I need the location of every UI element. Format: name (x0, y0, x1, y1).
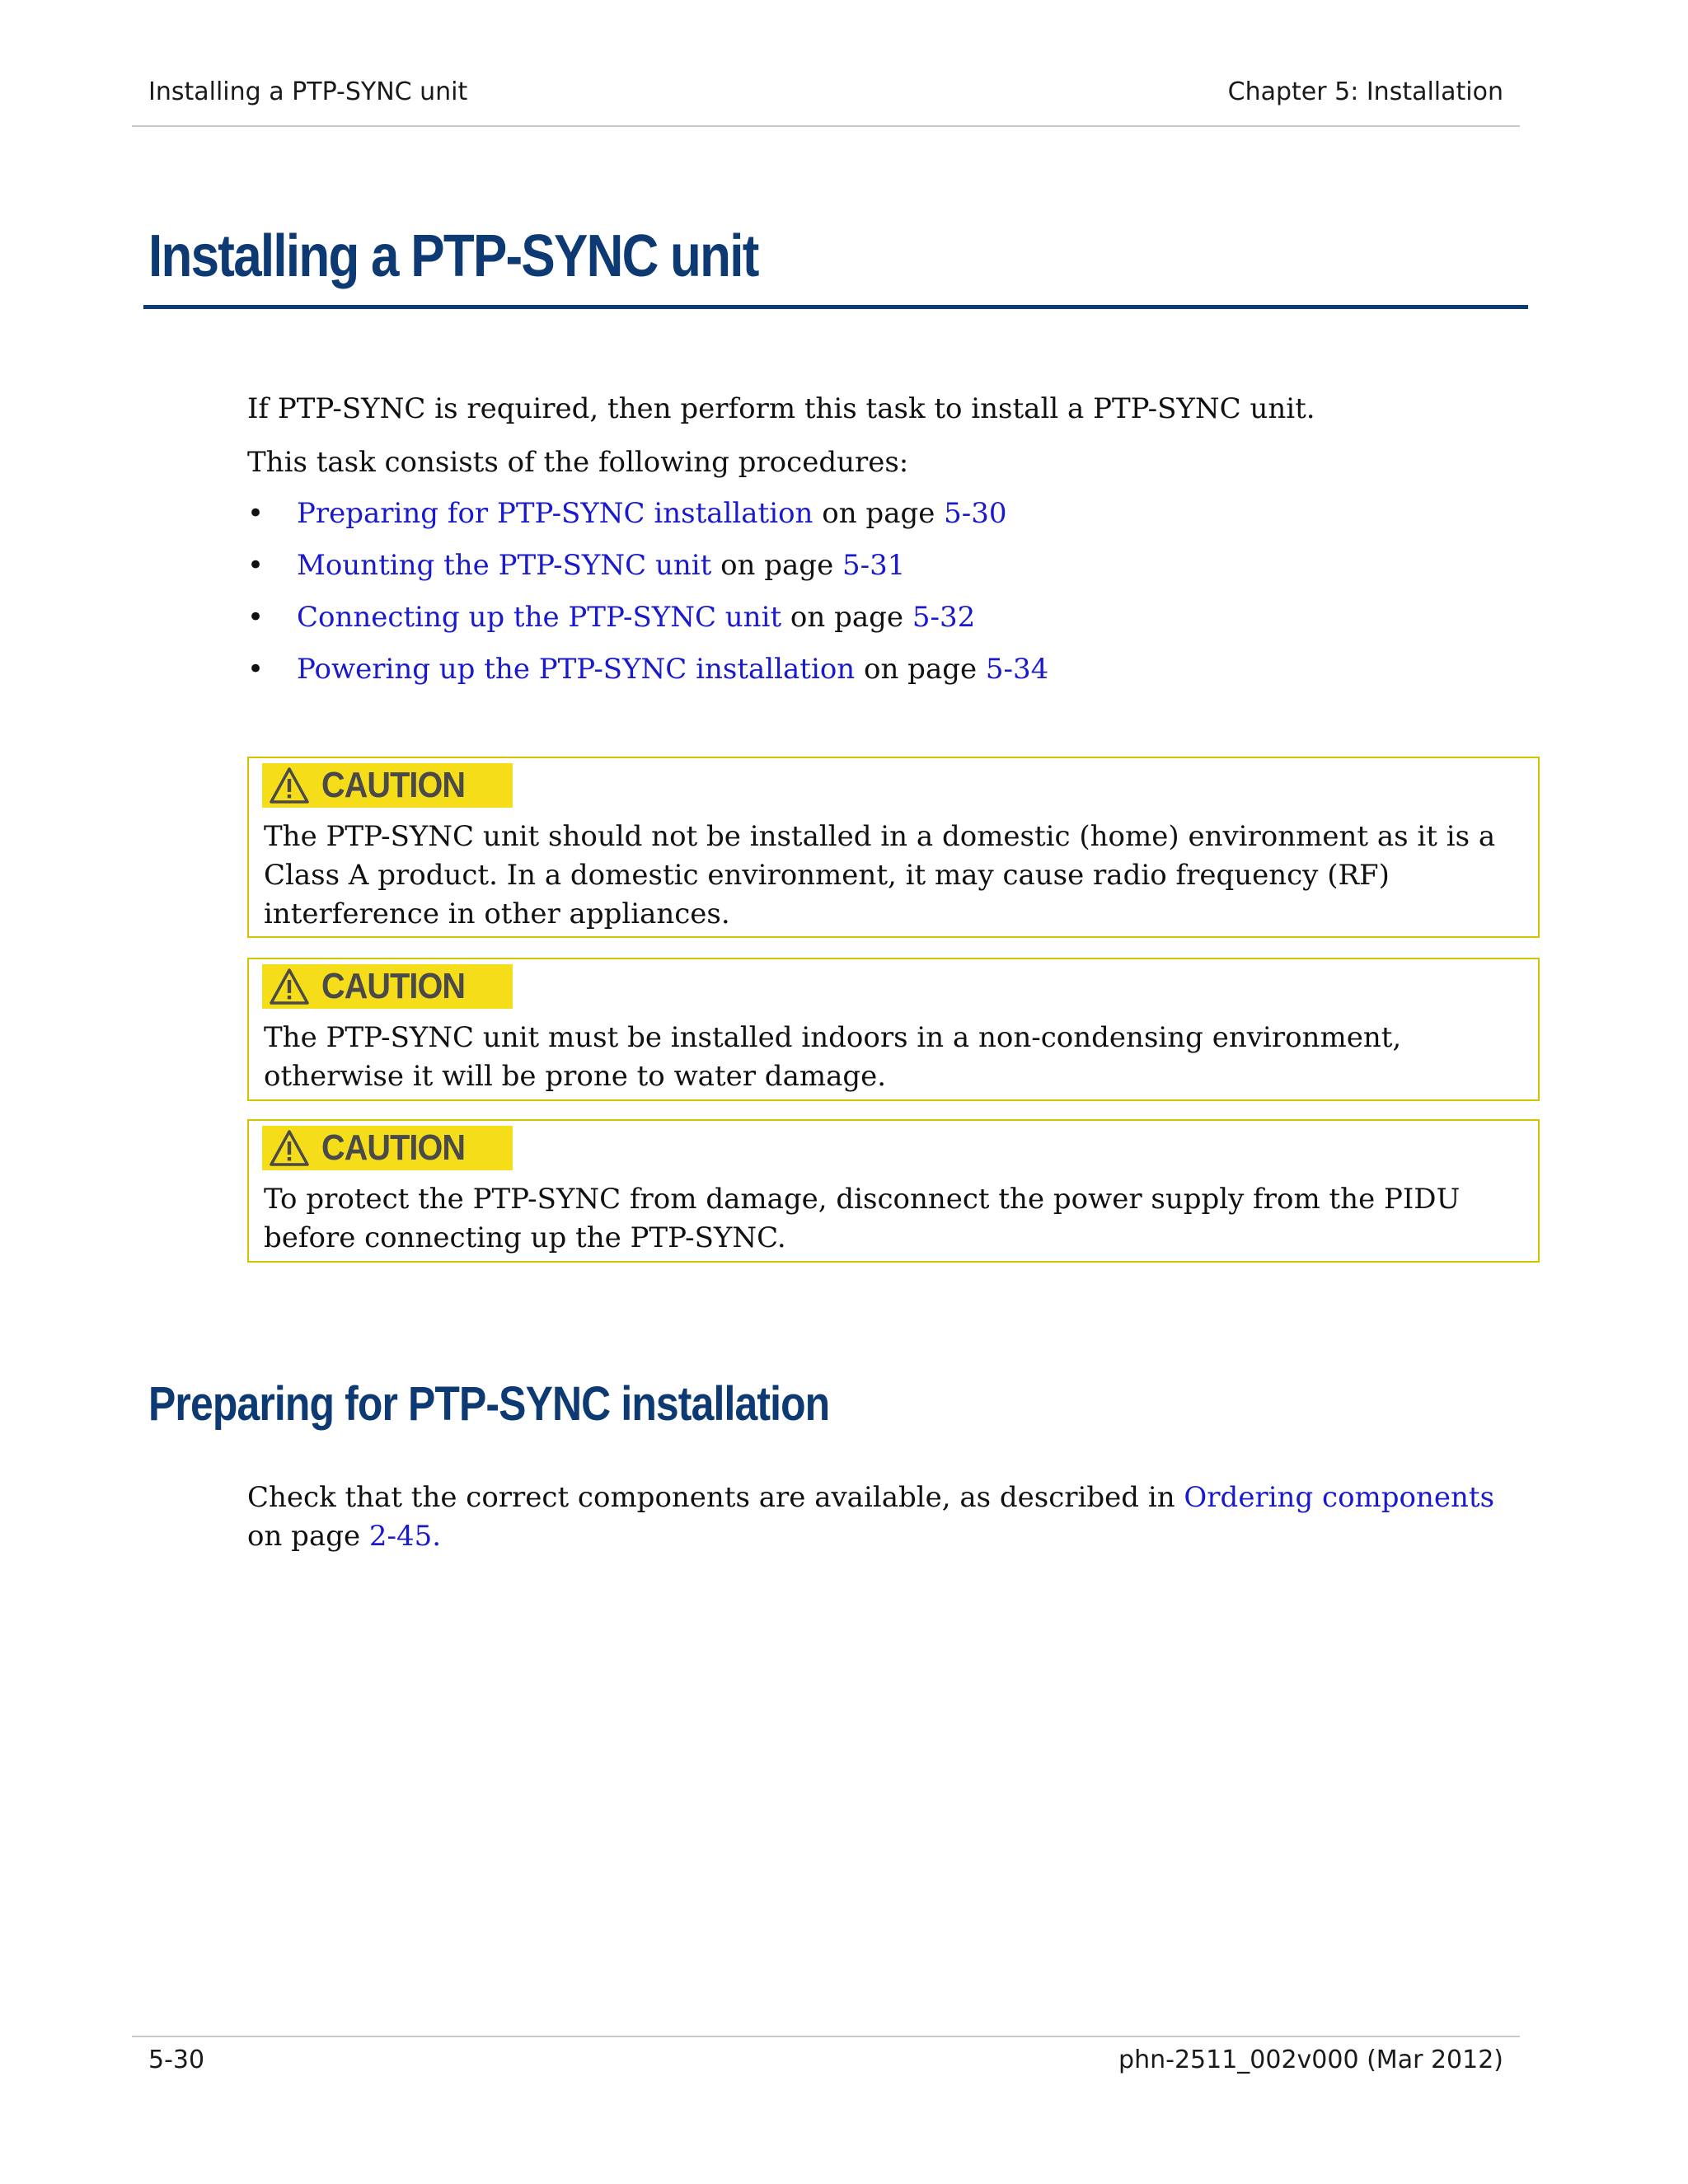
page-number: 5-30 (148, 2046, 205, 2074)
procedure-link-mounting[interactable]: Mounting the PTP-SYNC unit (297, 549, 712, 582)
footer-divider (132, 2036, 1520, 2037)
warning-triangle-icon (269, 968, 310, 1005)
bullet: • (247, 497, 265, 530)
procedures-intro: This task consists of the following procedures: (247, 446, 909, 479)
page-ref-text: on page (781, 601, 912, 634)
section-heading: Preparing for PTP-SYNC installation (148, 1377, 830, 1431)
caution-text: The PTP-SYNC unit must be installed indoors in a non-condensing environment, otherwise it will be prone to water damage. (264, 1021, 1402, 1093)
document-id: phn-2511_002v000 (Mar 2012) (1118, 2046, 1503, 2074)
header-divider (132, 125, 1520, 127)
period: . (432, 1520, 442, 1553)
page-ref-text: on page (813, 497, 945, 530)
warning-triangle-icon (269, 1129, 310, 1167)
warning-triangle-icon (269, 766, 310, 804)
caution-label: CAUTION (321, 1127, 466, 1168)
caution-badge (262, 1126, 513, 1170)
caution-box (247, 958, 1540, 1101)
caution-text: To protect the PTP-SYNC from damage, disconnect the power supply from the PIDU before connecting up the PTP-SYNC. (264, 1183, 1461, 1254)
procedure-link-preparing[interactable]: Preparing for PTP-SYNC installation (297, 497, 814, 530)
bullet: • (247, 601, 265, 634)
caution-label: CAUTION (321, 966, 466, 1006)
page-ref-text: on page (247, 1520, 369, 1553)
check-components-paragraph (247, 1479, 1533, 1556)
header-chapter: Chapter 5: Installation (1227, 77, 1503, 106)
bullet: • (247, 653, 265, 686)
page-link[interactable]: 5-31 (842, 549, 906, 582)
page-link[interactable]: 2-45 (368, 1520, 433, 1553)
caution-label: CAUTION (321, 765, 466, 805)
page-ref-text: on page (855, 653, 986, 686)
page-ref-text: on page (711, 549, 842, 582)
check-text: Check that the correct components are available, as described in (247, 1481, 1184, 1514)
page-footer (134, 2046, 1518, 2085)
bullet: • (247, 549, 265, 582)
procedure-link-connecting[interactable]: Connecting up the PTP-SYNC unit (297, 601, 782, 634)
caution-box (247, 1119, 1540, 1263)
page-link[interactable]: 5-30 (944, 497, 1007, 530)
page-link[interactable]: 5-34 (985, 653, 1049, 686)
ordering-components-link[interactable]: Ordering components (1184, 1481, 1495, 1514)
running-header (134, 77, 1518, 117)
caution-box (247, 757, 1540, 938)
caution-badge (262, 763, 513, 808)
caution-text: The PTP-SYNC unit should not be installed in a domestic (home) environment as it is a Class A product. In a domestic environment, it may cause radio frequency (RF) interference in other appliances. (264, 820, 1496, 930)
intro-paragraph: If PTP-SYNC is required, then perform this task to install a PTP-SYNC unit. (247, 392, 1315, 425)
caution-badge (262, 964, 513, 1009)
page-title: Installing a PTP-SYNC unit (148, 223, 758, 289)
title-underline (143, 305, 1528, 309)
header-section-title: Installing a PTP-SYNC unit (148, 77, 468, 106)
page-link[interactable]: 5-32 (912, 601, 976, 634)
procedure-link-powering[interactable]: Powering up the PTP-SYNC installation (297, 653, 856, 686)
